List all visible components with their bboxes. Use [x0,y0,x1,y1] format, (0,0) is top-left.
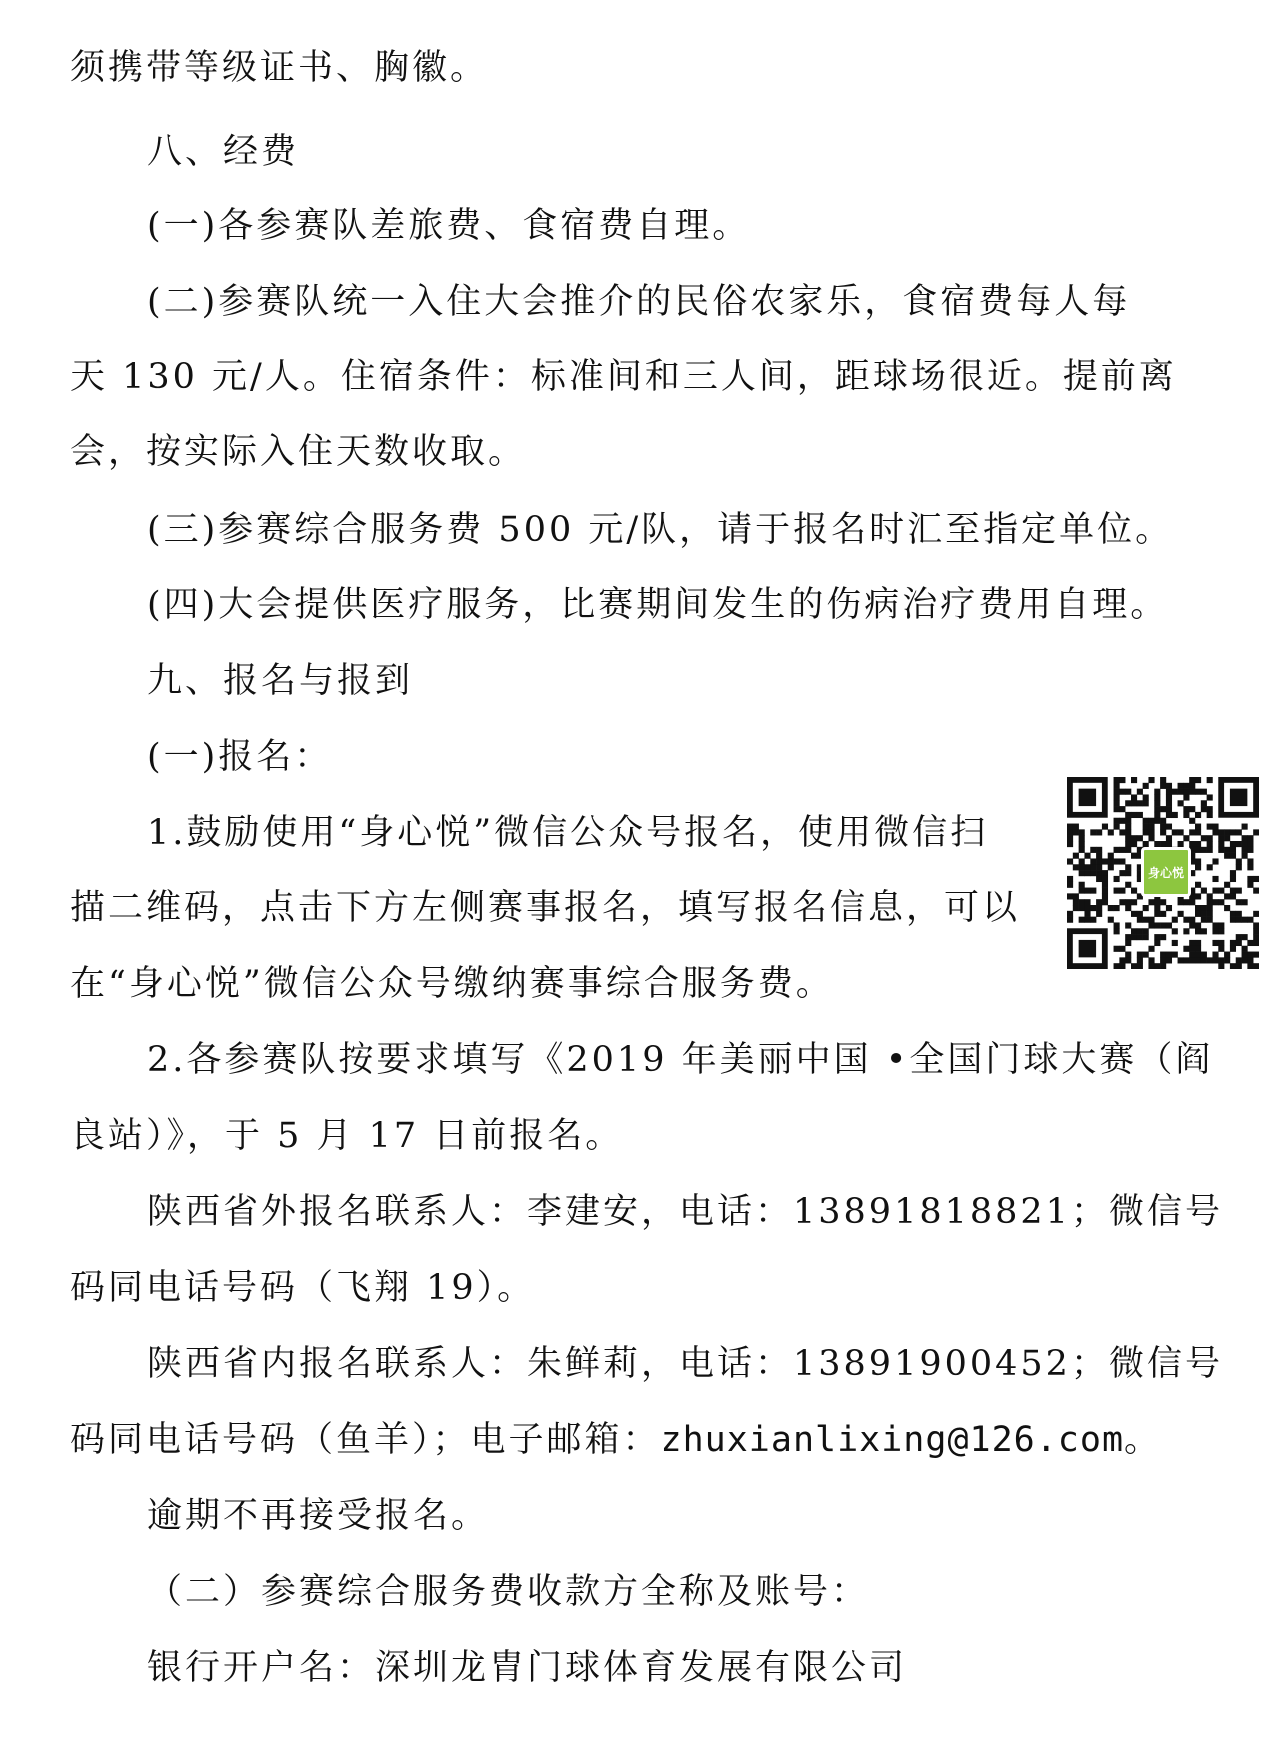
text-line-7: (三)参赛综合服务费 500 元/队，请于报名时汇至指定单位。 [147,510,1174,550]
section-heading-registration: 九、报名与报到 [147,661,414,701]
text-line-8: (四)大会提供医疗服务，比赛期间发生的伤病治疗费用自理。 [147,585,1169,625]
text-line-17: 码同电话号码（飞翔 19）。 [70,1268,536,1308]
text-line-15: 良站）》，于 5 月 17 日前报名。 [70,1116,624,1156]
text-line-16: 陕西省外报名联系人：李建安，电话：13891818821；微信号 [147,1192,1223,1232]
text-line-12: 描二维码，点击下方左侧赛事报名，填写报名信息，可以 [70,888,1021,928]
text-line-19-suffix: 。 [1124,1420,1163,1460]
shenxinyue-logo: 身心悦 [1141,847,1191,897]
section-heading-fees: 八、经费 [147,132,300,172]
text-line-6: 会，按实际入住天数收取。 [70,432,527,472]
text-line-21: （二）参赛综合服务费收款方全称及账号： [147,1572,870,1612]
text-line-11: 1.鼓励使用“身心悦”微信公众号报名，使用微信扫 [147,813,989,853]
text-line-3: (一)各参赛队差旅费、食宿费自理。 [147,206,751,246]
wechat-qr-code[interactable] [1067,777,1259,969]
text-line-19 [70,1418,1162,1462]
text-line-10: (一)报名： [147,737,333,777]
text-line-5: 天 130 元/人。住宿条件：标准间和三人间，距球场很近。提前离 [70,357,1177,397]
text-line-20: 逾期不再接受报名。 [147,1496,490,1536]
text-line-19-prefix: 码同电话号码（鱼羊）；电子邮箱： [70,1420,661,1460]
text-line-4: (二)参赛队统一入住大会推介的民俗农家乐，食宿费每人每 [147,282,1131,322]
text-line-14: 2.各参赛队按要求填写《2019 年美丽中国 •全国门球大赛（阎 [147,1040,1214,1080]
text-line-13: 在“身心悦”微信公众号缴纳赛事综合服务费。 [70,964,834,1004]
text-line-18: 陕西省内报名联系人：朱鲜莉，电话：13891900452；微信号 [147,1344,1223,1384]
email-link[interactable]: zhuxianlixing@126.com [660,1420,1125,1460]
text-line-22: 银行开户名：深圳龙胄门球体育发展有限公司 [147,1648,908,1688]
text-line-1: 须携带等级证书、胸徽。 [70,48,489,88]
